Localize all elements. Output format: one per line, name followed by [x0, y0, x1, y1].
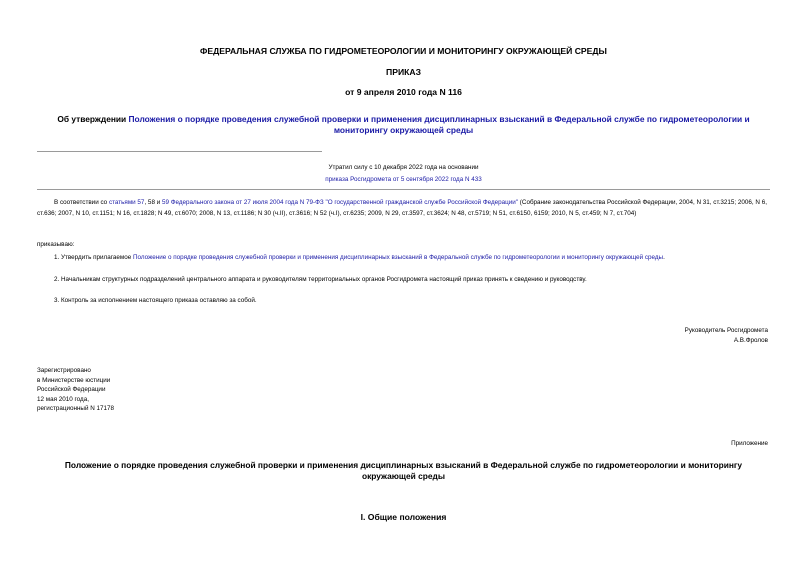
document-date-number: от 9 апреля 2010 года N 116	[345, 87, 462, 97]
registration-line: Российской Федерации	[37, 386, 106, 393]
item-1-link[interactable]: Положение о порядке проведения служебной проверки и применения дисциплинарных взысканий в Федеральной службе по гидрометеорологии и мониторингу окружающей среды	[132, 254, 664, 261]
registration-line: 12 мая 2010 года,	[37, 395, 89, 403]
registration-line: в Министерстве юстиции	[37, 376, 111, 384]
item-2: 2. Начальникам структурных подразделений центрального аппарата и руководителям территориальных органов Росгидромета настоящий приказ принять к сведению и руководству.	[54, 276, 587, 283]
item-3: 3. Контроль за исполнением настоящего приказа оставляю за собой.	[54, 297, 257, 304]
document-type: ПРИКАЗ	[386, 67, 421, 77]
short-divider	[37, 151, 322, 152]
signature-name: А.В.Фролов	[733, 337, 768, 344]
signature-block	[685, 326, 768, 346]
status-line: Утратил силу с 10 декабря 2022 года на основании	[328, 164, 479, 171]
item-1-prefix: 1. Утвердить прилагаемое	[54, 254, 133, 261]
registration-block	[37, 366, 114, 414]
signature-position: Руководитель Росгидромета	[684, 327, 768, 334]
title-link[interactable]: Положения о порядке проведения служебной проверки и применения дисциплинарных взысканий в Федеральной службе по гидрометеорологии и мониторингу окружающей среды	[128, 114, 750, 135]
status-link[interactable]: приказа Росгидромета от 5 сентября 2022 года N 433	[325, 176, 482, 183]
agency-name: ФЕДЕРАЛЬНАЯ СЛУЖБА ПО ГИДРОМЕТЕОРОЛОГИИ И МОНИТОРИНГУ ОКРУЖАЮЩЕЙ СРЕДЫ	[200, 46, 607, 56]
document-title	[40, 114, 767, 136]
appendix-label: Приложение	[731, 440, 768, 447]
status-note	[0, 163, 807, 185]
preamble-text-1: В соответствии со	[54, 199, 109, 206]
preamble-text-2: , 58 и	[144, 199, 162, 206]
appendix-title: Положение о порядке проведения служебной проверки и применения дисциплинарных взысканий в Федеральной службе по гидрометеорологии и мониторингу окружающей среды	[64, 460, 743, 481]
item-1	[54, 253, 774, 263]
preamble-paragraph	[37, 198, 770, 219]
order-word: приказываю:	[37, 241, 75, 248]
preamble-link-law[interactable]: 59 Федерального закона от 27 июля 2004 года N 79-ФЗ "О государственной гражданской службе Российской Федерации"	[161, 199, 519, 206]
title-prefix: Об утверждении	[57, 114, 129, 124]
preamble-text-3: (Собрание законодательства Российской Федерации, 2004, N 31, ст.3215; 2006, N 6, ст.636; 2007, N 10, ст.1151; N 16, ст.1828; N 49, ст.6070; 2008, N 13, ст.1186; N 30 (ч.II), ст.3616; N 52 (ч.I), ст.6235; 2009, N 29, ст.3597, ст.3624; N 48, ст.5719; N 51, ст.6150, 6159; 2010, N 5, ст.459; N 7, ст.704)	[37, 199, 767, 217]
item-1-suffix: .	[663, 254, 665, 261]
section-heading: I. Общие положения	[360, 512, 447, 522]
long-divider	[37, 189, 770, 190]
registration-line: регистрационный N 17178	[37, 405, 115, 412]
preamble-link-articles[interactable]: статьями 57	[108, 199, 145, 206]
registration-line: Зарегистрировано	[37, 367, 91, 374]
